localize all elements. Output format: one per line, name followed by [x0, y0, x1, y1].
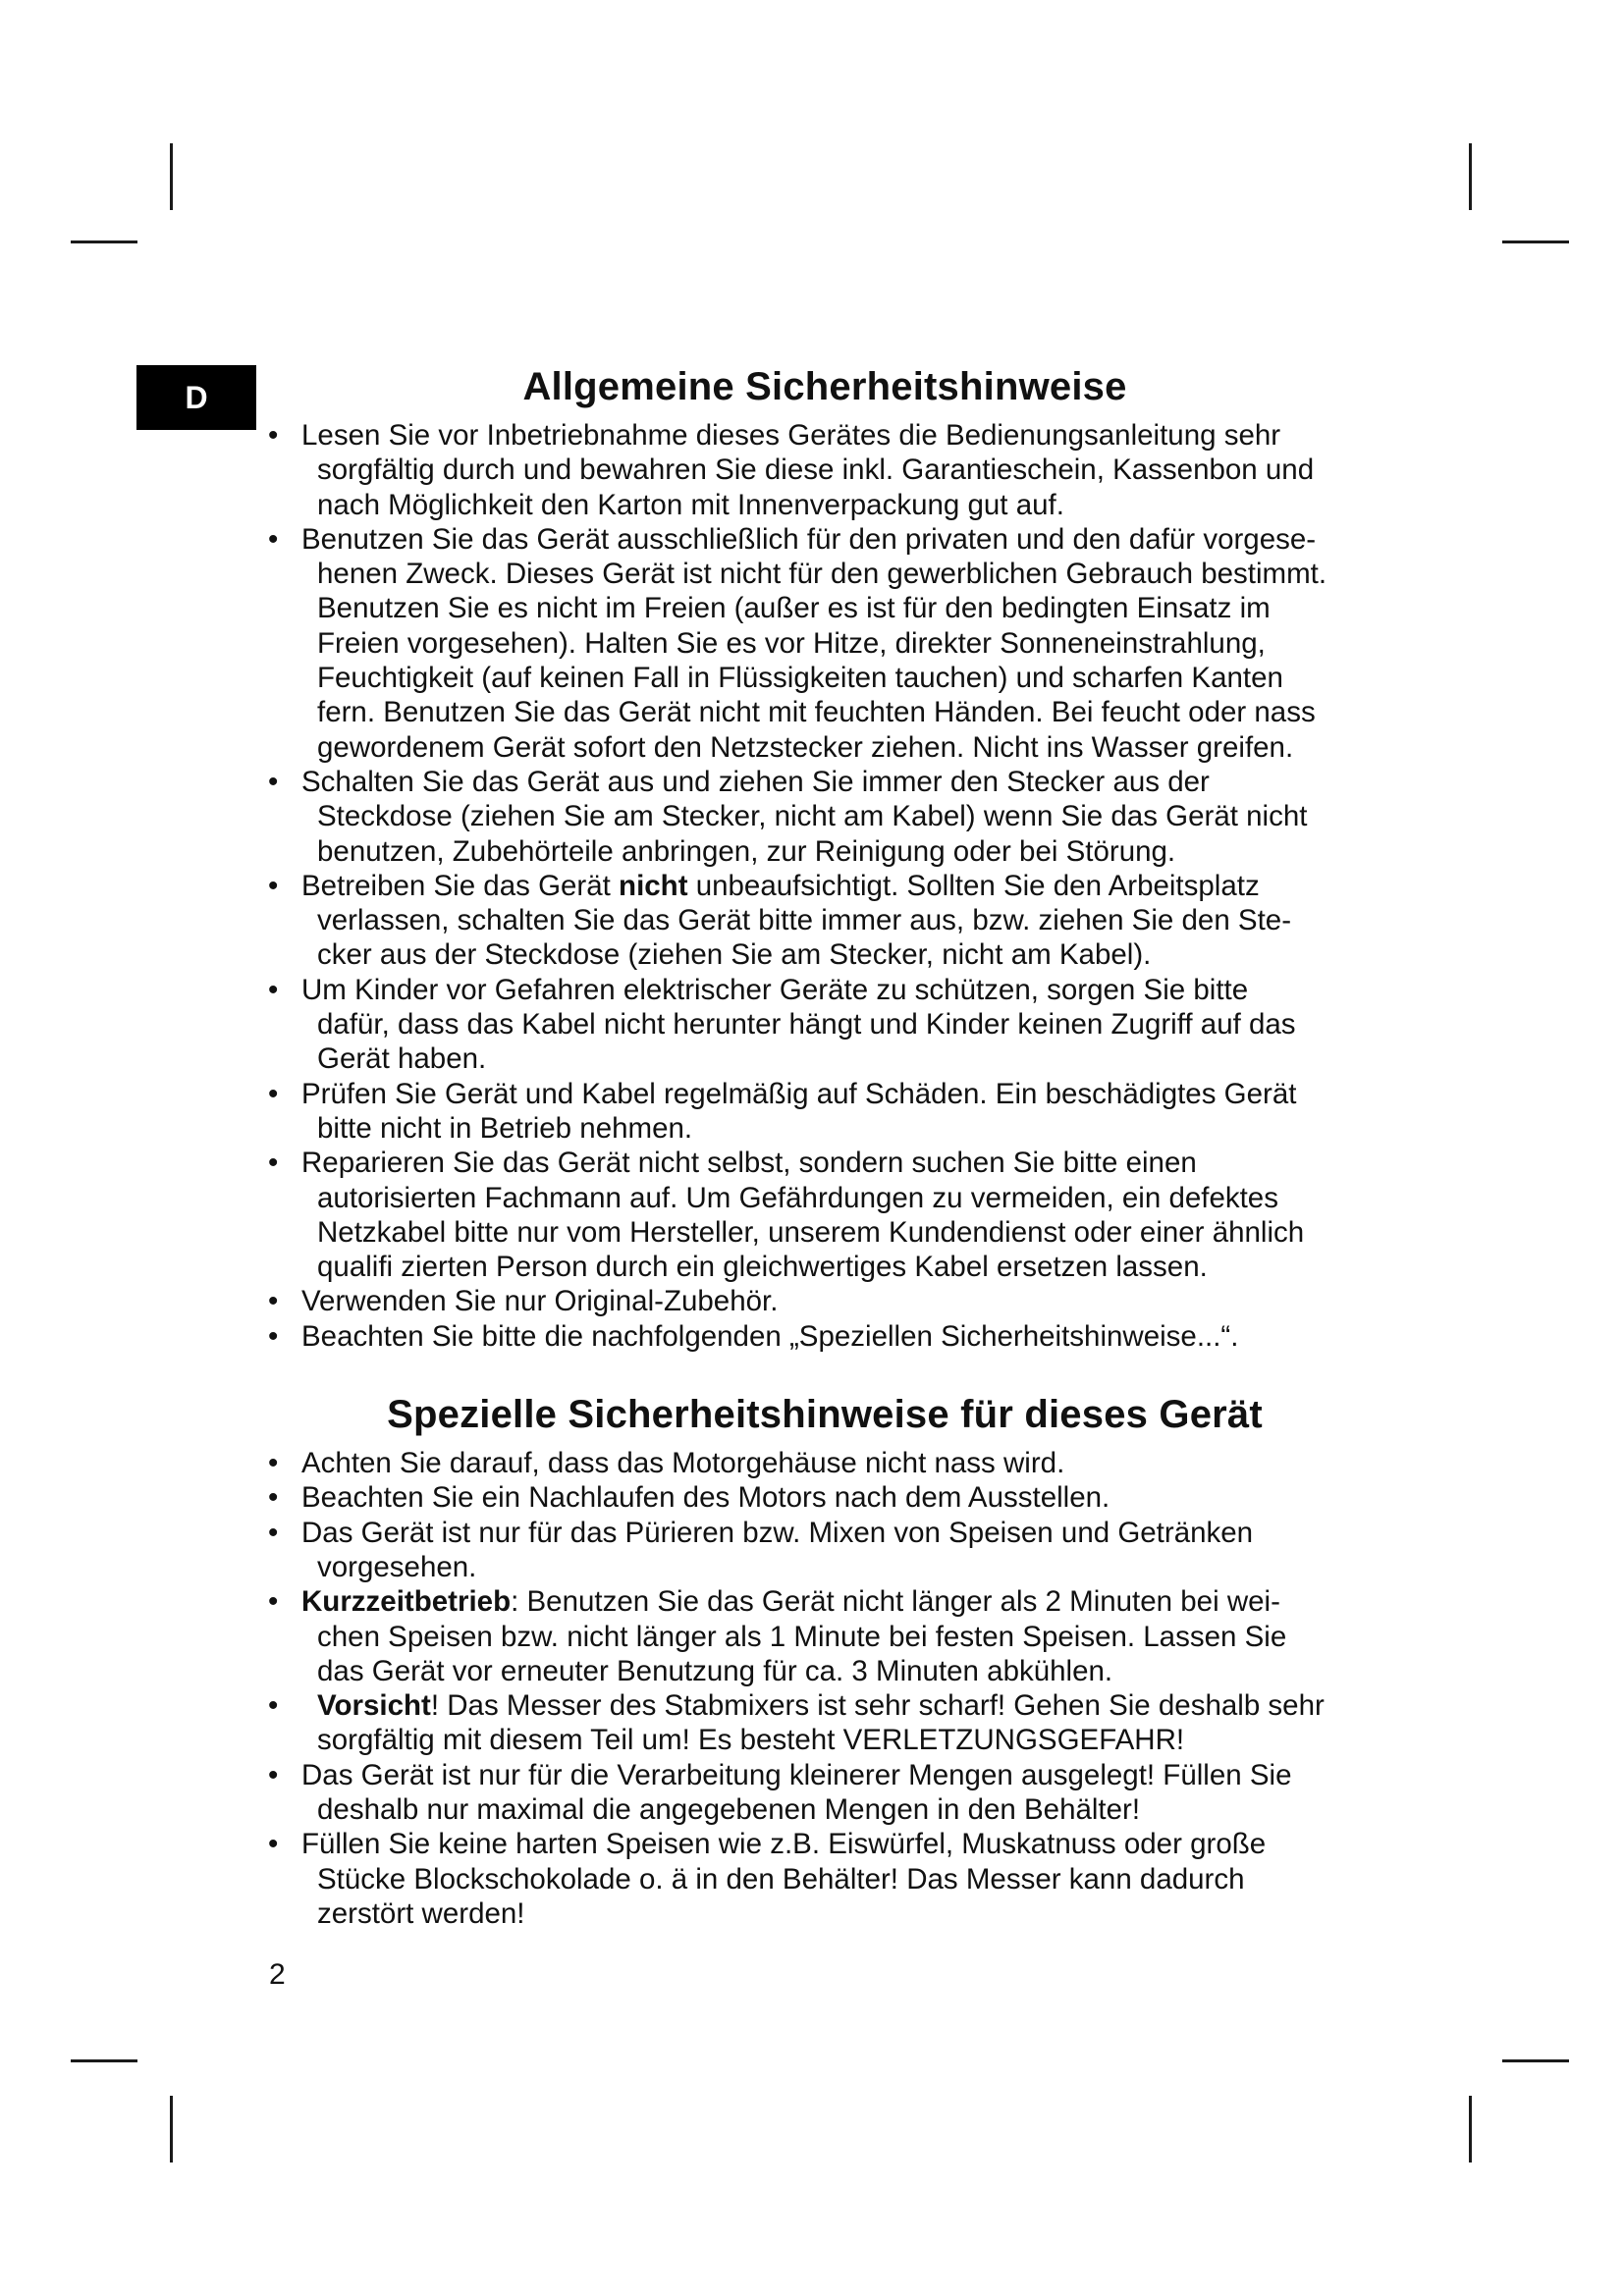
bullet-icon: •	[268, 869, 279, 902]
item-line: Feuchtigkeit (auf keinen Fall in Flüssigkeiten tauchen) und scharfen Kanten	[317, 662, 1283, 695]
list-item	[265, 973, 1384, 1077]
item-first-line: Benutzen Sie das Gerät ausschließlich für den privaten und den dafür vorgese-	[301, 522, 1317, 556]
item-line: gewordenem Gerät sofort den Netzstecker ziehen. Nicht ins Wasser greifen.	[317, 730, 1294, 764]
bullet-icon: •	[268, 1147, 279, 1180]
item-line: Benutzen Sie es nicht im Freien (außer es ist für den bedingten Einsatz im	[317, 592, 1271, 625]
item-line: nach Möglichkeit den Karton mit Innenverpackung gut auf.	[317, 488, 1064, 521]
item-line: Stücke Blockschokolade o. ä in den Behälter! Das Messer kann dadurch	[317, 1862, 1245, 1896]
bullet-icon: •	[268, 1585, 279, 1619]
list-item	[265, 1688, 1384, 1758]
crop-mark-top-left-horizontal	[71, 240, 137, 243]
item-line: benutzen, Zubehörteile anbringen, zur Reinigung oder bei Störung.	[317, 834, 1176, 868]
item-text: ! Das Messer des Stabmixers ist sehr scharf! Gehen Sie deshalb sehr	[430, 1689, 1325, 1723]
section-title-special: Spezielle Sicherheitshinweise für dieses Gerät	[387, 1393, 1263, 1437]
list-item	[265, 418, 1384, 522]
bullet-icon: •	[268, 1828, 279, 1861]
item-first-line: Prüfen Sie Gerät und Kabel regelmäßig auf Schäden. Ein beschädigtes Gerät	[301, 1077, 1297, 1110]
item-first-line	[301, 1584, 1384, 1619]
item-first-line: Verwenden Sie nur Original-Zubehör.	[301, 1285, 779, 1318]
item-line: chen Speisen bzw. nicht länger als 1 Minute bei festen Speisen. Lassen Sie	[317, 1620, 1287, 1653]
item-text: unbeaufsichtigt. Sollten Sie den Arbeitsplatz	[687, 869, 1260, 902]
item-line: henen Zweck. Dieses Gerät ist nicht für den gewerblichen Gebrauch bestimmt.	[317, 558, 1327, 591]
item-line: qualifi zierten Person durch ein gleichwertiges Kabel ersetzen lassen.	[317, 1251, 1208, 1284]
item-first-line: Beachten Sie ein Nachlaufen des Motors nach dem Ausstellen.	[301, 1481, 1110, 1515]
item-first-line: Lesen Sie vor Inbetriebnahme dieses Gerätes die Bedienungsanleitung sehr	[301, 419, 1281, 452]
item-bold-text: Vorsicht	[317, 1689, 431, 1723]
item-line: sorgfältig durch und bewahren Sie diese inkl. Garantieschein, Kassenbon und	[317, 454, 1315, 487]
item-first-line: Achten Sie darauf, dass das Motorgehäuse nicht nass wird.	[301, 1447, 1065, 1480]
list-item	[265, 1827, 1384, 1931]
bullet-icon: •	[268, 419, 279, 452]
bullet-icon: •	[268, 1481, 279, 1515]
item-line: cker aus der Steckdose (ziehen Sie am Stecker, nicht am Kabel).	[317, 938, 1152, 972]
item-line: vorgesehen.	[317, 1550, 477, 1583]
bullet-icon: •	[268, 1319, 279, 1353]
bullet-icon: •	[268, 765, 279, 798]
item-first-line	[301, 869, 1384, 903]
list-item	[265, 765, 1384, 869]
list-item	[265, 1146, 1384, 1284]
crop-mark-top-right-vertical	[1469, 143, 1472, 210]
item-line: Freien vorgesehen). Halten Sie es vor Hitze, direkter Sonneneinstrahlung,	[317, 626, 1266, 660]
item-line: Netzkabel bitte nur vom Hersteller, unserem Kundendienst oder einer ähnlich	[317, 1215, 1305, 1249]
bullet-icon: •	[268, 522, 279, 556]
crop-mark-bottom-right-vertical	[1469, 2096, 1472, 2163]
item-first-line: Füllen Sie keine harten Speisen wie z.B. Eiswürfel, Muskatnuss oder große	[301, 1828, 1267, 1861]
bullet-icon: •	[268, 1285, 279, 1318]
list-item	[265, 1584, 1384, 1688]
crop-mark-bottom-right-horizontal	[1502, 2059, 1569, 2062]
item-line: Gerät haben.	[317, 1042, 487, 1076]
item-line: autorisierten Fachmann auf. Um Gefährdungen zu vermeiden, ein defektes	[317, 1181, 1278, 1214]
item-first-line: Das Gerät ist nur für das Pürieren bzw. Mixen von Speisen und Getränken	[301, 1516, 1254, 1549]
list-item	[265, 1480, 1384, 1515]
item-line: dafür, dass das Kabel nicht herunter hängt und Kinder keinen Zugriff auf das	[317, 1008, 1296, 1041]
item-bold-text: Kurzzeitbetrieb	[301, 1585, 512, 1619]
page-content	[265, 355, 1384, 1931]
bullet-icon: •	[268, 1758, 279, 1791]
list-item	[265, 1284, 1384, 1318]
bullet-icon: •	[268, 1447, 279, 1480]
item-first-line: Beachten Sie bitte die nachfolgenden „Speziellen Sicherheitshinweise...“.	[301, 1319, 1239, 1353]
list-item	[265, 1446, 1384, 1480]
item-bold-text: nicht	[619, 869, 688, 902]
bullet-icon: •	[268, 1516, 279, 1549]
item-line: verlassen, schalten Sie das Gerät bitte immer aus, bzw. ziehen Sie den Ste-	[317, 904, 1292, 937]
item-line: sorgfältig mit diesem Teil um! Es besteht VERLETZUNGSGEFAHR!	[317, 1724, 1185, 1757]
item-line: bitte nicht in Betrieb nehmen.	[317, 1111, 693, 1145]
item-first-line	[301, 1688, 1384, 1723]
list-item	[265, 1319, 1384, 1354]
language-tab: D	[136, 365, 256, 430]
item-first-line: Schalten Sie das Gerät aus und ziehen Sie immer den Stecker aus der	[301, 765, 1210, 798]
section-title-general: Allgemeine Sicherheitshinweise	[522, 365, 1127, 408]
crop-mark-bottom-left-vertical	[170, 2096, 173, 2163]
list-item	[265, 1516, 1384, 1585]
item-line: Steckdose (ziehen Sie am Stecker, nicht am Kabel) wenn Sie das Gerät nicht	[317, 800, 1308, 833]
list-item	[265, 1077, 1384, 1147]
bullet-icon: •	[268, 973, 279, 1006]
item-first-line: Um Kinder vor Gefahren elektrischer Geräte zu schützen, sorgen Sie bitte	[301, 973, 1249, 1006]
page-number: 2	[269, 1958, 286, 1991]
list-item	[265, 869, 1384, 973]
item-line: das Gerät vor erneuter Benutzung für ca. 3 Minuten abkühlen.	[317, 1654, 1113, 1687]
list-item	[265, 1758, 1384, 1828]
special-safety-list	[265, 1446, 1384, 1931]
general-safety-list	[265, 418, 1384, 1354]
item-first-line: Reparieren Sie das Gerät nicht selbst, sondern suchen Sie bitte einen	[301, 1147, 1197, 1180]
item-first-line: Das Gerät ist nur für die Verarbeitung kleinerer Mengen ausgelegt! Füllen Sie	[301, 1758, 1292, 1791]
crop-mark-bottom-left-horizontal	[71, 2059, 137, 2062]
item-line: fern. Benutzen Sie das Gerät nicht mit feuchten Händen. Bei feucht oder nass	[317, 696, 1316, 729]
bullet-icon: •	[268, 1689, 279, 1723]
item-line: deshalb nur maximal die angegebenen Mengen in den Behälter!	[317, 1792, 1141, 1826]
crop-mark-top-left-vertical	[170, 143, 173, 210]
item-text: : Benutzen Sie das Gerät nicht länger als 2 Minuten bei wei-	[511, 1585, 1280, 1619]
list-item	[265, 522, 1384, 765]
bullet-icon: •	[268, 1077, 279, 1110]
item-line: zerstört werden!	[317, 1896, 525, 1930]
crop-mark-top-right-horizontal	[1502, 240, 1569, 243]
item-text: Betreiben Sie das Gerät	[301, 869, 620, 902]
